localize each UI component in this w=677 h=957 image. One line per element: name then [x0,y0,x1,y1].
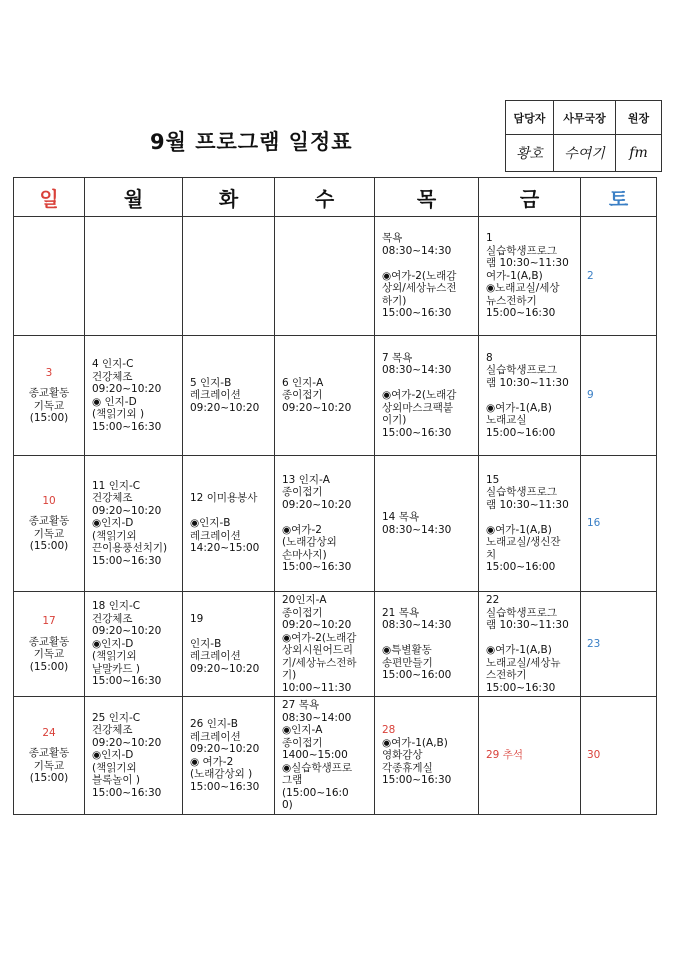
day-cell-mon [85,217,183,336]
approval-header-head: 원장 [616,101,662,135]
day-cell-mon: 18 인지-C 건강체조 09:20~10:20 ◉인지-D (책읽기외 낱말카드 ) 15:00~16:30 [85,592,183,697]
approval-box [505,100,662,172]
day-cell-thu: 목욕 08:30~14:30 ◉여가-2(노래감 상외/세상뉴스전 하기) 15:00~16:30 [375,217,479,336]
weekday-wed: 수 [275,178,375,217]
day-cell-wed: 6 인지-A 종이접기 09:20~10:20 [275,336,375,456]
calendar-table [13,177,657,815]
day-cell-wed: 27 목욕 08:30~14:00 ◉인지-A 종이접기 1400~15:00 ◉실습학생프로 그램(15:00~16:0 0) [275,697,375,815]
week-row-4 [14,592,657,697]
signature-head: fm [616,135,662,172]
day-cell-thu: 7 목욕 08:30~14:30 ◉여가-2(노래감 상외마스크팩붙 이기) 15:00~16:30 [375,336,479,456]
week-row-3 [14,456,657,592]
weekday-sat: 토 [581,178,657,217]
day-number: 28 [382,724,396,737]
day-cell-tue: 26 인지-B 레크레이션 09:20~10:20 ◉ 여가-2 (노래감상외 ) 15:00~16:30 [183,697,275,815]
day-cell-fri: 8 실습학생프로그 램 10:30~11:30 ◉여가-1(A,B) 노래교실 15:00~16:00 [479,336,581,456]
day-cell-thu: 21 목욕 08:30~14:30 ◉특별활동 송편만들기 15:00~16:00 [375,592,479,697]
day-cell-sun: 17 종교활동 기독교 (15:00) [14,592,85,697]
day-cell-tue: 19 인지-B 레크레이션 09:20~10:20 [183,592,275,697]
weekday-sun: 일 [14,178,85,217]
signature-manager: 황호 [506,135,554,172]
day-cell-fri: 22 실습학생프로그 램 10:30~11:30 ◉여가-1(A,B) 노래교실/세상뉴 스전하기 15:00~16:30 [479,592,581,697]
day-cell-mon: 25 인지-C 건강체조 09:20~10:20 ◉인지-D (책읽기외 블록놀이 ) 15:00~16:30 [85,697,183,815]
day-cell-tue [183,217,275,336]
day-cell-sat: 30 [581,697,657,815]
approval-header-manager: 담당자 [506,101,554,135]
day-cell-mon: 4 인지-C 건강체조 09:20~10:20 ◉ 인지-D (책읽기외 ) 15:00~16:30 [85,336,183,456]
day-cell-mon: 11 인지-C 건강체조 09:20~10:20 ◉인지-D (책읽기외 끈이용풍선치기) 15:00~16:30 [85,456,183,592]
week-row-5 [14,697,657,815]
day-cell-wed: 13 인지-A 종이접기 09:20~10:20 ◉여가-2 (노래감상외 손마사지) 15:00~16:30 [275,456,375,592]
weekday-tue: 화 [183,178,275,217]
day-cell-wed: 20인지-A 종이접기 09:20~10:20 ◉여가-2(노래감 상외시원어드리 기/세상뉴스전하 기) 10:00~11:30 [275,592,375,697]
signature-director: 수여기 [554,135,616,172]
day-cell-sat: 2 [581,217,657,336]
day-cell-fri-holiday: 29 추석 [479,697,581,815]
page-title: 9월 프로그램 일정표 [150,130,353,154]
weekday-mon: 월 [85,178,183,217]
day-cell-sun: 10 종교활동 기독교 (15:00) [14,456,85,592]
day-cell-thu: 14 목욕 08:30~14:30 [375,456,479,592]
day-cell-sun [14,217,85,336]
day-cell-wed [275,217,375,336]
day-cell-sat: 16 [581,456,657,592]
day-cell-sun: 3 종교활동 기독교 (15:00) [14,336,85,456]
day-cell-fri: 15 실습학생프로그 램 10:30~11:30 ◉여가-1(A,B) 노래교실/생신잔 치 15:00~16:00 [479,456,581,592]
day-cell-sat: 23 [581,592,657,697]
week-row-1 [14,217,657,336]
day-cell-sat: 9 [581,336,657,456]
weekday-fri: 금 [479,178,581,217]
day-cell-thu: 28 ◉여가-1(A,B) 영화감상 각종휴게실 15:00~16:30 [375,697,479,815]
weekday-header-row [14,178,657,217]
approval-header-director: 사무국장 [554,101,616,135]
weekday-thu: 목 [375,178,479,217]
day-cell-fri: 1 실습학생프로그 램 10:30~11:30 여가-1(A,B) ◉노래교실/세상 뉴스전하기 15:00~16:30 [479,217,581,336]
day-cell-sun: 24 종교활동 기독교 (15:00) [14,697,85,815]
day-cell-tue: 12 이미용봉사 ◉인지-B 레크레이션 14:20~15:00 [183,456,275,592]
day-cell-tue: 5 인지-B 레크레이션 09:20~10:20 [183,336,275,456]
week-row-2 [14,336,657,456]
